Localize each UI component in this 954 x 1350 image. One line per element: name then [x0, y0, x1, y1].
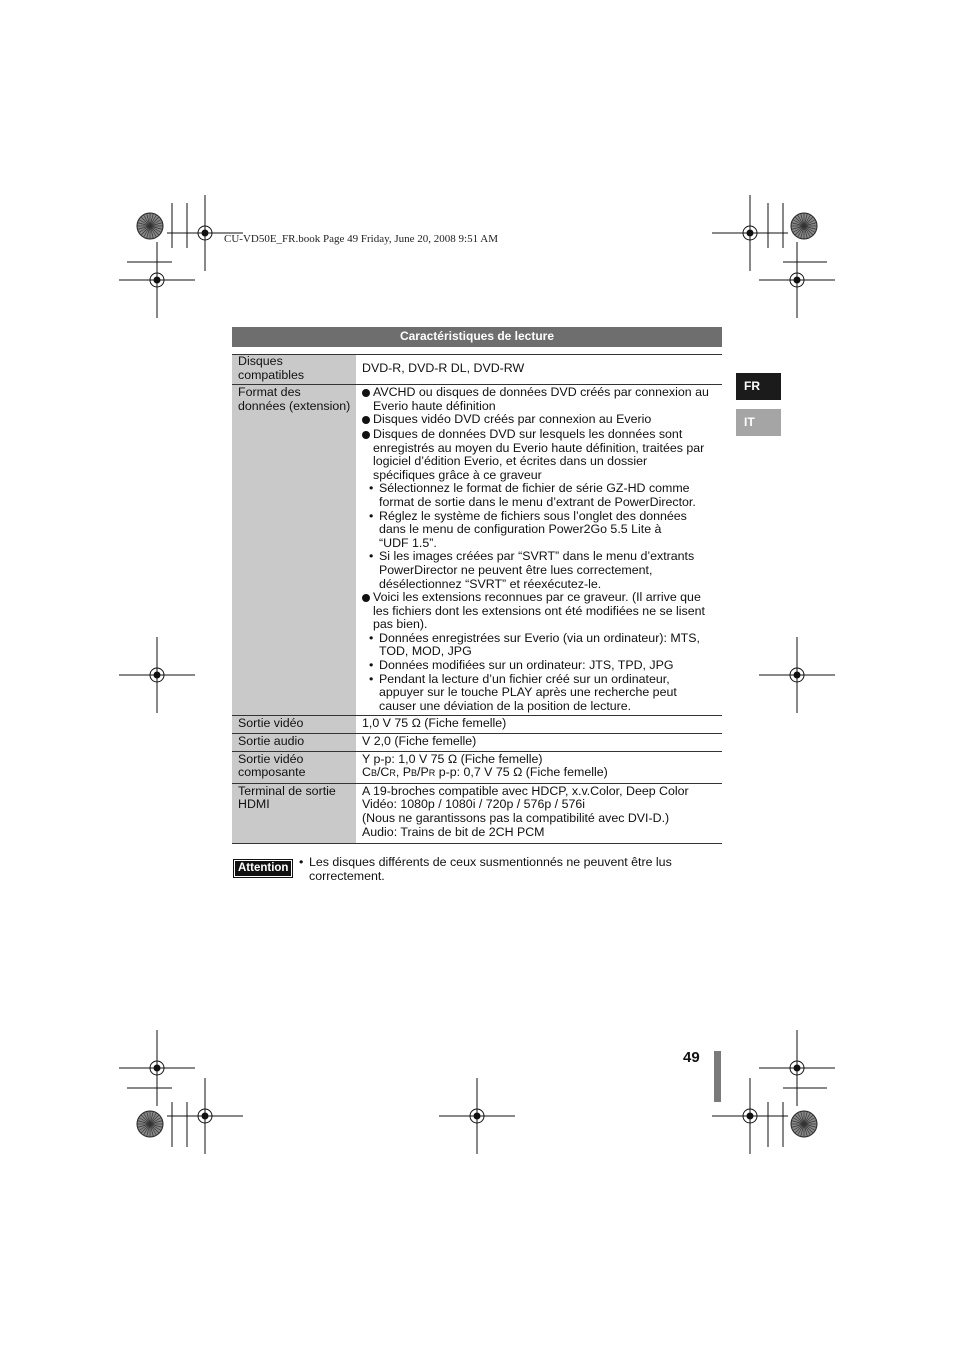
row-label: Format des données (extension) — [232, 385, 356, 716]
registration-crosshair-icon — [712, 195, 788, 271]
row-value — [356, 385, 722, 716]
registration-crosshair-icon — [759, 1030, 835, 1106]
registration-crosshair-icon — [119, 1030, 195, 1106]
registration-rosette-icon — [791, 213, 817, 239]
bullet-item: Disques vidéo DVD créés par connexion au Everio — [362, 413, 717, 428]
page-edge-bar — [714, 1051, 721, 1102]
table-row-composante — [232, 751, 722, 783]
bullet-dot-icon — [362, 389, 370, 397]
registration-crosshair-icon — [759, 637, 835, 713]
sub-bullet-item: • Pendant la lecture d’un fichier créé sur un ordinateur, appuyer sur le touche PLAY après une recherche peut causer une déviation de la position de lecture. — [369, 671, 677, 713]
registration-crosshair-icon — [759, 242, 835, 318]
attention-note: • Les disques différents de ceux susmentionnés ne peuvent être lus correctement. — [299, 855, 672, 883]
language-tab-it[interactable]: IT — [736, 409, 781, 436]
row-value: DVD-R, DVD-R DL, DVD-RW — [362, 361, 525, 375]
sub-bullet-item: • Réglez le système de fichiers sous l’onglet des données dans le menu de configuration Power2Go 5.5 Lite à “UDF 1.5”. — [369, 508, 687, 550]
table-row-sortie-audio — [232, 734, 722, 752]
bullet-item: Voici les extensions reconnues par ce graveur. (Il arrive que les fichiers dont les extensions ont été modifiées ne se lisent pas bien). — [362, 591, 717, 632]
bullet-dot-icon — [362, 416, 370, 424]
registration-crosshair-icon — [439, 1078, 515, 1154]
bullet-dot-icon — [362, 431, 370, 439]
sub-bullet-item: • Sélectionnez le format de fichier de série GZ-HD comme format de sortie dans le menu d’extrant de PowerDirector. — [369, 481, 696, 509]
sub-bullet-item: • Données enregistrées sur Everio (via un ordinateur): MTS, TOD, MOD, JPG — [369, 630, 700, 659]
registration-crosshair-icon — [119, 637, 195, 713]
attention-badge: Attention — [233, 859, 293, 878]
registration-rosette-icon — [791, 1111, 817, 1137]
sub-bullet-item: • Données modifiées sur un ordinateur: JTS, TPD, JPG — [369, 658, 674, 673]
bullet-dot-icon — [362, 594, 370, 602]
sub-bullet-item: • Si les images créées par “SVRT” dans le menu d’extrants PowerDirector ne peuvent être lues correctement, désélectionnez “SVRT” et réexécutez-le. — [369, 549, 695, 591]
row-label: Sortie vidéo — [232, 716, 356, 734]
row-value: 1,0 V 75 Ω (Fiche femelle) — [362, 716, 507, 731]
table-row-format — [232, 385, 722, 716]
registration-rosette-icon — [137, 213, 163, 239]
registration-rosette-icon — [137, 1111, 163, 1137]
bullet-item: Disques de données DVD sur lesquels les données sont enregistrés au moyen du Everio haute définition, traitées par logiciel d’édition Everio, et écrites dans un dossier spécifiques grâce à ce graveur — [362, 428, 717, 482]
row-label: Terminal de sortie HDMI — [232, 783, 356, 843]
bullet-item: AVCHD ou disques de données DVD créés par connexion au Everio haute définition — [362, 386, 717, 413]
page-number: 49 — [683, 1049, 700, 1066]
section-title-bar: Caractéristiques de lecture — [232, 327, 722, 347]
table-row-disques — [232, 355, 722, 385]
registration-crosshair-icon — [119, 242, 195, 318]
row-label: Sortie vidéo composante — [232, 751, 356, 783]
registration-crosshair-icon — [167, 1078, 243, 1154]
language-tab-fr[interactable]: FR — [736, 373, 781, 400]
table-row-hdmi — [232, 783, 722, 843]
row-label: Disques compatibles — [232, 355, 356, 385]
registration-crosshair-icon — [712, 1078, 788, 1154]
row-value: Y p-p: 1,0 V 75 Ω (Fiche femelle) CB/CR, PB/PR p-p: 0,7 V 75 Ω (Fiche femelle) — [362, 751, 608, 780]
spec-table — [232, 354, 722, 844]
row-value: V 2,0 (Fiche femelle) — [362, 734, 477, 749]
table-row-sortie-video — [232, 716, 722, 734]
book-header-line: CU-VD50E_FR.book Page 49 Friday, June 20, 2008 9:51 AM — [224, 233, 498, 245]
row-value: A 19-broches compatible avec HDCP, x.v.Color, Deep Color Vidéo: 1080p / 1080i / 720p / 576p / 576i (Nous ne garantissons pas la compatibilité avec DVI-D.) Audio: Trains de bit de 2CH PCM — [362, 783, 689, 839]
row-label: Sortie audio — [232, 734, 356, 752]
